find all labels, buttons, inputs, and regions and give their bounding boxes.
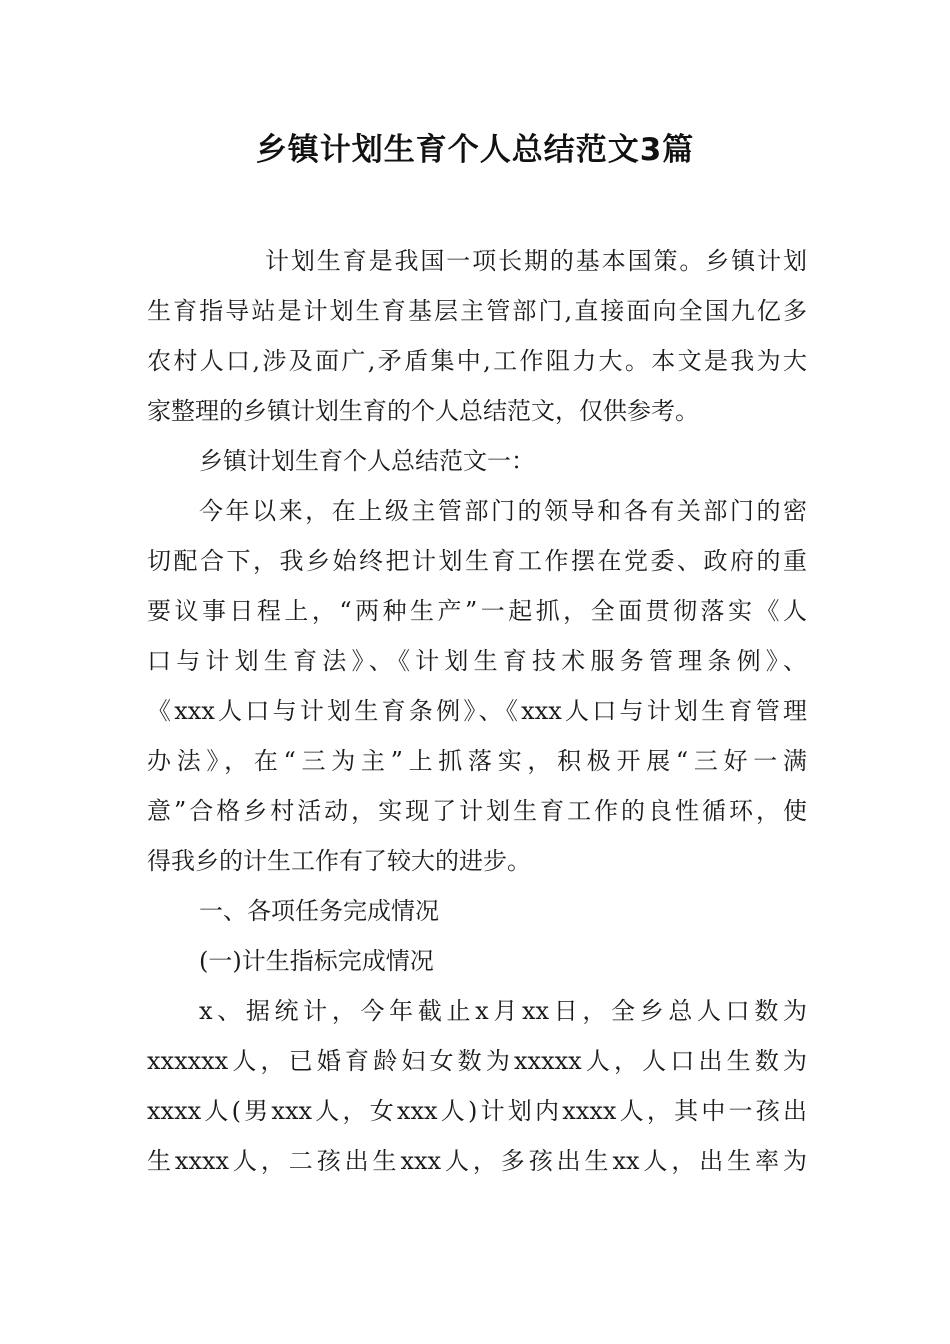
paragraph-line: 家整理的乡镇计划生育的个人总结范文，仅供参考。: [147, 397, 699, 425]
paragraph-line: 要议事日程上，“两种生产”一起抓，全面贯彻落实《人: [147, 597, 807, 625]
subsection-heading: (一)计生指标完成情况: [199, 947, 434, 975]
paragraph-line: xxxxxx人，已婚育龄妇女数为xxxxx人，人口出生数为: [147, 1047, 807, 1075]
paragraph-line: x、据统计，今年截止x月xx日，全乡总人口数为: [199, 997, 807, 1025]
document-body: [147, 236, 807, 1186]
paragraph-line: 今年以来，在上级主管部门的领导和各有关部门的密: [199, 497, 807, 525]
paragraph-line: 口与计划生育法》、《计划生育技术服务管理条例》、: [147, 647, 807, 675]
paragraph-line: 农村人口,涉及面广,矛盾集中,工作阻力大。本文是我为大: [147, 347, 807, 375]
paragraph-line: 意”合格乡村活动，实现了计划生育工作的良性循环，使: [147, 797, 807, 825]
paragraph-line: 计划生育是我国一项长期的基本国策。乡镇计划: [265, 247, 807, 275]
section-heading: 一、各项任务完成情况: [199, 897, 439, 925]
paragraph-line: xxxx人(男xxx人，女xxx人)计划内xxxx人，其中一孩出: [147, 1097, 807, 1125]
paragraph-line: 切配合下，我乡始终把计划生育工作摆在党委、政府的重: [147, 547, 807, 575]
document-title: 乡镇计划生育个人总结范文3篇: [255, 132, 695, 168]
paragraph-line: 《xxx人口与计划生育条例》、《xxx人口与计划生育管理: [147, 697, 807, 725]
paragraph-line: 得我乡的计生工作有了较大的进步。: [147, 847, 531, 875]
paragraph-line: 生育指导站是计划生育基层主管部门,直接面向全国九亿多: [147, 297, 807, 325]
section-heading: 乡镇计划生育个人总结范文一：: [199, 447, 535, 475]
paragraph-line: 办法》，在“三为主”上抓落实，积极开展“三好一满: [147, 747, 807, 775]
paragraph-line: 生xxxx人，二孩出生xxx人，多孩出生xx人，出生率为: [147, 1147, 807, 1175]
